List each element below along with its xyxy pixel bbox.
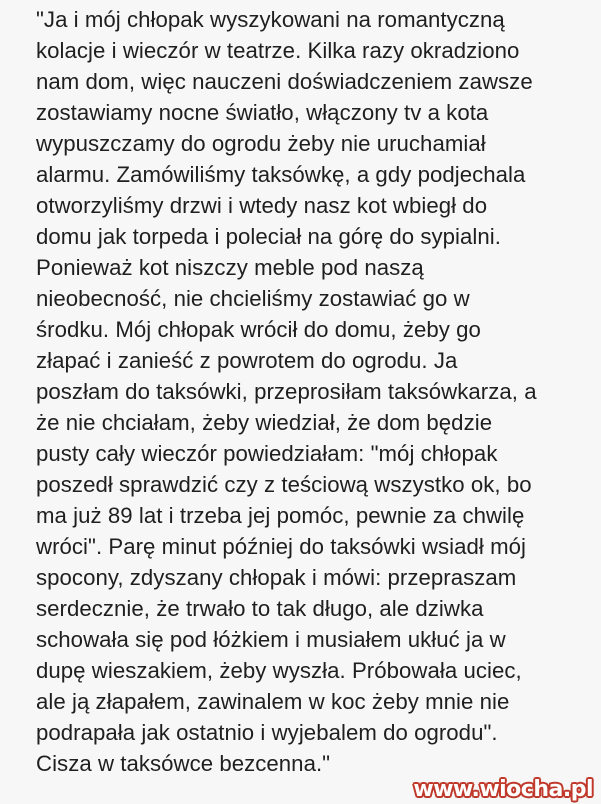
text-line: zostawiamy nocne światło, włączony tv a kota (36, 100, 489, 125)
text-line: nam dom, więc nauczeni doświadczeniem zawsze (36, 69, 533, 94)
text-line: nieobecność, nie chcieliśmy zostawiać go w (36, 286, 470, 311)
text-line: domu jak torpeda i poleciał na górę do sypialni. (36, 224, 501, 249)
text-line: podrapała jak ostatnio i wyjebalem do ogrodu". (36, 720, 498, 745)
text-line: serdecznie, że trwało to tak długo, ale dziwka (36, 596, 484, 621)
site-watermark: www.wiocha.pl (413, 777, 593, 802)
text-line: że nie chciałam, żeby wiedział, że dom będzie (36, 410, 493, 435)
text-line: alarmu. Zamówiliśmy taksówkę, a gdy podjechala (36, 162, 526, 187)
text-line: otworzyliśmy drzwi i wtedy nasz kot wbiegł do (36, 193, 488, 218)
text-line: wróci". Parę minut później do taksówki wsiadł mój (36, 534, 527, 559)
text-line: kolacje i wieczór w teatrze. Kilka razy okradziono (36, 38, 520, 63)
text-line: ale ją złapałem, zawinalem w koc żeby mnie nie (36, 689, 510, 714)
text-line: spocony, zdyszany chłopak i mówi: przepraszam (36, 565, 517, 590)
text-line: złapać i zanieść z powrotem do ogrodu. Ja (36, 348, 458, 373)
text-line: poszłam do taksówki, przeprosiłam taksówkarza, a (36, 379, 537, 404)
text-line: poszedł sprawdzić czy z teściową wszystko ok, bo (36, 472, 532, 497)
text-line: schowała się pod łóżkiem i musiałem ukłuć ja w (36, 627, 506, 652)
text-line: Ponieważ kot niszczy meble pod naszą (36, 255, 424, 280)
text-line: dupę wieszakiem, żeby wyszła. Próbowała uciec, (36, 658, 522, 683)
text-line: środku. Mój chłopak wrócił do domu, żeby go (36, 317, 481, 342)
text-line: Cisza w taksówce bezcenna." (36, 751, 331, 776)
text-line: "Ja i mój chłopak wyszykowani na romantyczną (36, 7, 505, 32)
text-line: wypuszczamy do ogrodu żeby nie uruchamiał (36, 131, 486, 156)
post-text (36, 4, 596, 779)
text-line: ma już 89 lat i trzeba jej pomóc, pewnie za chwilę (36, 503, 525, 528)
text-line: pusty cały wieczór powiedziałam: "mój chłopak (36, 441, 498, 466)
